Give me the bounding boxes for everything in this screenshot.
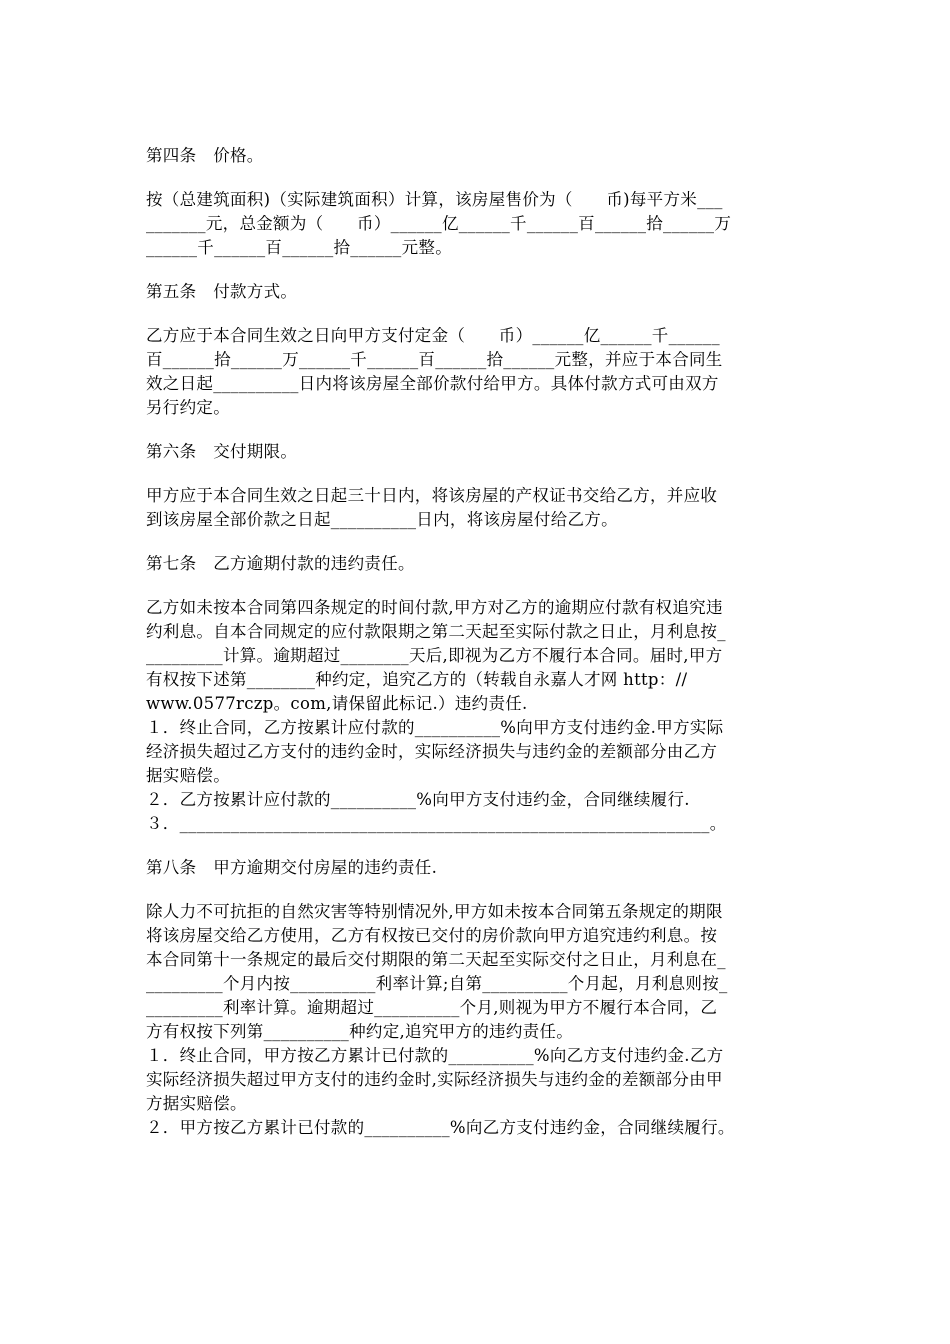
- article-7-heading: 第七条 乙方逾期付款的违约责任。: [146, 554, 415, 573]
- article-8-line: _________个月内按__________利率计算;自第__________个月起，月利息则按_: [146, 974, 728, 993]
- article-8-line: 将该房屋交给乙方使用，乙方有权按已交付的房价款向甲方追究违约利息。按: [146, 926, 718, 945]
- article-8-line: _________利率计算。逾期超过__________个月,则视为甲方不履行本合同，乙: [146, 998, 718, 1017]
- article-8-line: 方据实赔偿。: [146, 1094, 247, 1113]
- article-7-line: _________计算。逾期超过________天后,即视为乙方不履行本合同。届时,甲方: [146, 646, 723, 665]
- article-8-line: 实际经济损失超过甲方支付的违约金时,实际经济损失与违约金的差额部分由甲: [146, 1070, 723, 1089]
- article-8-line: １．终止合同，甲方按乙方累计已付款的__________%向乙方支付违约金.乙方: [146, 1046, 724, 1065]
- article-8-line: 除人力不可抗拒的自然灾害等特别情况外,甲方如未按本合同第五条规定的期限: [146, 902, 723, 921]
- article-4-line: 按（总建筑面积)（实际建筑面积）计算，该房屋售价为（ 币)每平方米___: [146, 190, 723, 209]
- article-7-line: １．终止合同，乙方按累计应付款的__________%向甲方支付违约金.甲方实际: [146, 718, 724, 737]
- article-6-line: 到该房屋全部价款之日起__________日内，将该房屋付给乙方。: [146, 510, 618, 529]
- article-7-line: ２．乙方按累计应付款的__________%向甲方支付违约金，合同继续履行.: [146, 790, 690, 809]
- article-4-line: ______千______百______拾______元整。: [146, 238, 452, 257]
- article-5-line: 效之日起__________日内将该房屋全部价款付给甲方。具体付款方式可由双方: [146, 374, 719, 393]
- article-7-line: 乙方如未按本合同第四条规定的时间付款,甲方对乙方的逾期应付款有权追究违: [146, 598, 723, 617]
- article-5-line: 乙方应于本合同生效之日向甲方支付定金（ 币）______亿______千______: [146, 326, 720, 345]
- article-7-line: 约利息。自本合同规定的应付款限期之第二天起至实际付款之日止，月利息按_: [146, 622, 726, 641]
- article-8-line: 方有权按下列第__________种约定,追究甲方的违约责任。: [146, 1022, 574, 1041]
- article-4-heading: 第四条 价格。: [146, 146, 264, 165]
- article-8-heading: 第八条 甲方逾期交付房屋的违约责任.: [146, 858, 438, 877]
- article-7-line: 有权按下述第________种约定，追究乙方的（转载自永嘉人才网 http：//: [146, 670, 688, 689]
- article-8-line: 本合同第十一条规定的最后交付期限的第二天起至实际交付之日止，月利息在_: [146, 950, 726, 969]
- article-4-line: _______元，总金额为（ 币）______亿______千______百______拾______万: [146, 214, 732, 233]
- article-7-line: www.0577rczp。com,请保留此标记.）违约责任.: [146, 694, 528, 713]
- article-7-line: 经济损失超过乙方支付的违约金时，实际经济损失与违约金的差额部分由乙方: [146, 742, 718, 761]
- article-7-line: ３．______________________________________________________________。: [146, 814, 727, 833]
- article-8-line: ２．甲方按乙方累计已付款的__________%向乙方支付违约金，合同继续履行。: [146, 1118, 735, 1137]
- article-5-line: 百______拾______万______千______百______拾______元整，并应于本合同生: [146, 350, 723, 369]
- article-5-heading: 第五条 付款方式。: [146, 282, 298, 301]
- article-7-line: 据实赔偿。: [146, 766, 230, 785]
- article-6-line: 甲方应于本合同生效之日起三十日内，将该房屋的产权证书交给乙方，并应收: [146, 486, 718, 505]
- article-6-heading: 第六条 交付期限。: [146, 442, 298, 461]
- article-5-line: 另行约定。: [146, 398, 230, 417]
